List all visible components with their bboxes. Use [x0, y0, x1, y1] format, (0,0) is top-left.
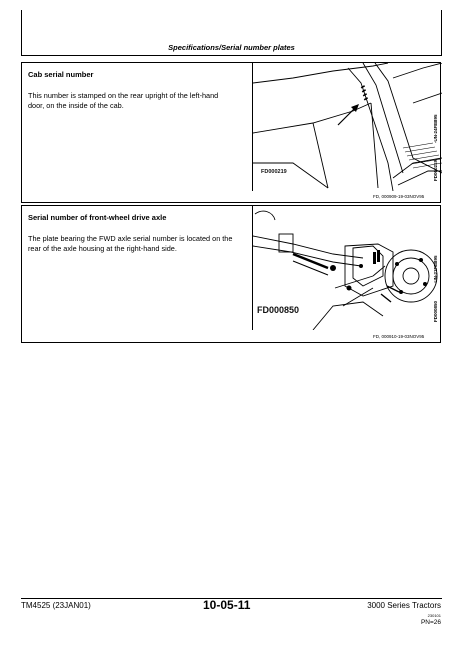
- fwd-serial-section: [21, 205, 441, 343]
- page-title: Specifications/Serial number plates: [168, 43, 295, 52]
- figure-caption: FD, 000909-19-03NOV95: [373, 194, 425, 199]
- cab-serial-section: [21, 62, 441, 203]
- section-heading: Cab serial number: [28, 70, 94, 79]
- side-figure-code: FD000850: [433, 300, 438, 322]
- figure-caption: FD, 000910-19-03NOV95: [373, 334, 425, 339]
- side-reference: -UN-21FEB95: [433, 255, 438, 284]
- cab-figure: [252, 63, 442, 199]
- figure-code: FD000219: [261, 169, 287, 175]
- title-rule: [21, 55, 442, 56]
- side-reference: -UN-24FEB95: [433, 114, 438, 143]
- section-heading: Serial number of front-wheel drive axle: [28, 213, 167, 222]
- page-number: 10-05-11: [203, 598, 251, 612]
- manual-number: TM4525 (23JAN01): [21, 601, 91, 610]
- section-body: The plate bearing the FWD axle serial number is located on the rear of the axle housing at the right-hand side.: [28, 234, 233, 253]
- date-code: 230101: [427, 613, 441, 618]
- figure-code: FD000850: [257, 305, 300, 315]
- axle-figure: [252, 206, 442, 339]
- product-name: 3000 Series Tractors: [367, 601, 441, 610]
- side-figure-code: FD000219: [433, 159, 438, 181]
- section-body: This number is stamped on the rear upright of the left-hand door, on the inside of the cab.: [28, 91, 219, 110]
- pn-number: PN=26: [420, 619, 441, 626]
